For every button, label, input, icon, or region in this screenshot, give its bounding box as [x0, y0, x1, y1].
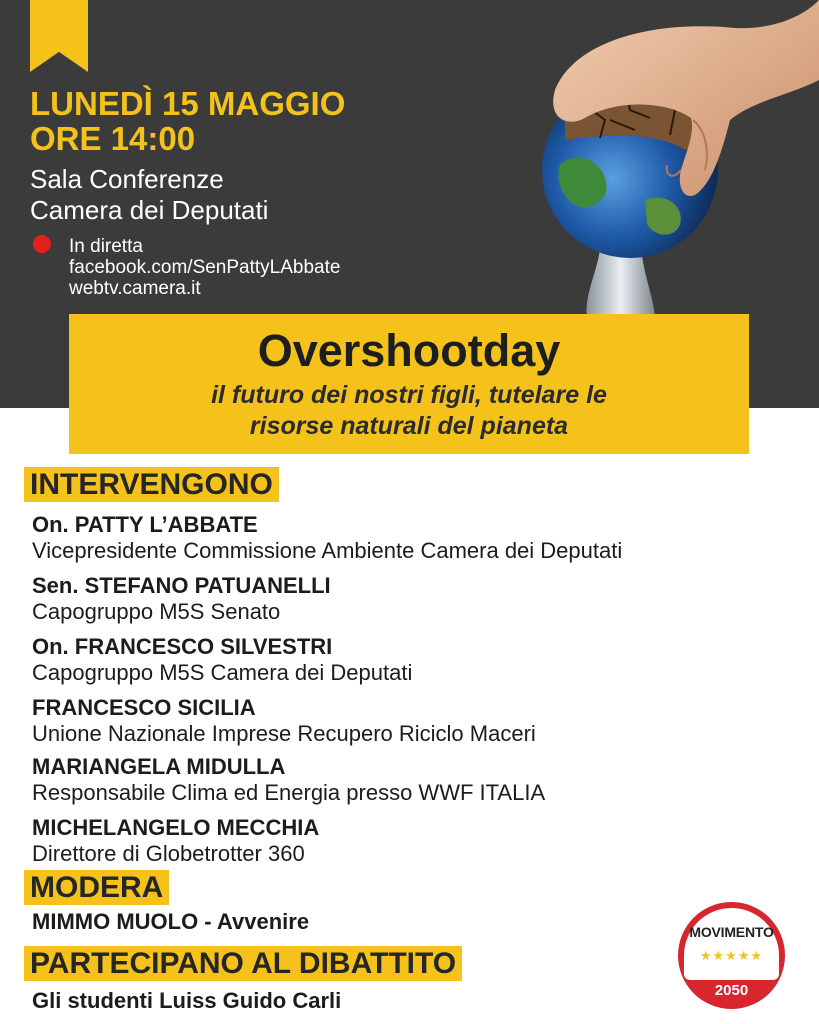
speaker-role: Capogruppo M5S Camera dei Deputati — [32, 660, 413, 685]
speaker-role: Capogruppo M5S Senato — [32, 599, 281, 624]
speaker-name: MARIANGELA MIDULLA — [32, 754, 286, 779]
speaker-item — [32, 754, 792, 805]
moderator-name: MIMMO MUOLO - Avvenire — [32, 909, 310, 934]
title-banner — [69, 314, 749, 454]
speaker-role: Vicepresidente Commissione Ambiente Camera dei Deputati — [32, 538, 623, 563]
event-date-day: LUNEDÌ 15 MAGGIO — [30, 85, 346, 122]
logo-stars-icon: ★★★★★ — [699, 948, 764, 963]
speaker-name: FRANCESCO SICILIA — [32, 695, 256, 720]
logo-inner-panel — [684, 908, 779, 980]
speaker-name: MICHELANGELO MECCHIA — [32, 815, 320, 840]
event-venue — [30, 164, 268, 226]
speaker-name: On. PATTY L’ABBATE — [32, 512, 258, 537]
earth-in-hand-illustration — [505, 0, 819, 318]
live-link-facebook[interactable]: facebook.com/SenPattyLAbbate — [69, 257, 341, 278]
venue-line-2: Camera dei Deputati — [30, 195, 269, 225]
event-title: Overshootday — [257, 325, 561, 376]
event-subtitle-line-1: il futuro dei nostri figli, tutelare le — [211, 381, 607, 409]
speaker-item — [32, 573, 792, 624]
live-dot-icon — [33, 235, 51, 253]
speaker-item — [32, 634, 792, 685]
event-date-time: ORE 14:00 — [30, 120, 196, 157]
speaker-name: On. FRANCESCO SILVESTRI — [32, 634, 333, 659]
event-subtitle — [69, 380, 749, 442]
speakers-heading: INTERVENGONO — [24, 467, 279, 502]
speaker-item — [32, 695, 792, 746]
participants-text: Gli studenti Luiss Guido Carli — [32, 988, 342, 1013]
logo-brand-text: MOVIMENTO — [689, 924, 774, 940]
movimento-logo — [678, 902, 785, 1009]
logo-year: 2050 — [714, 982, 749, 999]
participants-heading: PARTECIPANO AL DIBATTITO — [24, 946, 462, 981]
speaker-role: Responsabile Clima ed Energia presso WWF ITALIA — [32, 780, 546, 805]
event-subtitle-line-2: risorse naturali del pianeta — [249, 412, 569, 440]
moderator-heading: MODERA — [24, 870, 169, 905]
speaker-item — [32, 815, 792, 866]
speaker-role: Unione Nazionale Imprese Recupero Riciclo Maceri — [32, 721, 536, 746]
live-label: In diretta — [69, 236, 143, 257]
live-stream-info — [69, 236, 340, 299]
event-date — [30, 86, 345, 156]
speaker-role: Direttore di Globetrotter 360 — [32, 841, 305, 866]
speaker-name: Sen. STEFANO PATUANELLI — [32, 573, 331, 598]
live-link-webtv[interactable]: webtv.camera.it — [69, 278, 201, 299]
speaker-item — [32, 512, 792, 563]
venue-line-1: Sala Conferenze — [30, 164, 224, 194]
